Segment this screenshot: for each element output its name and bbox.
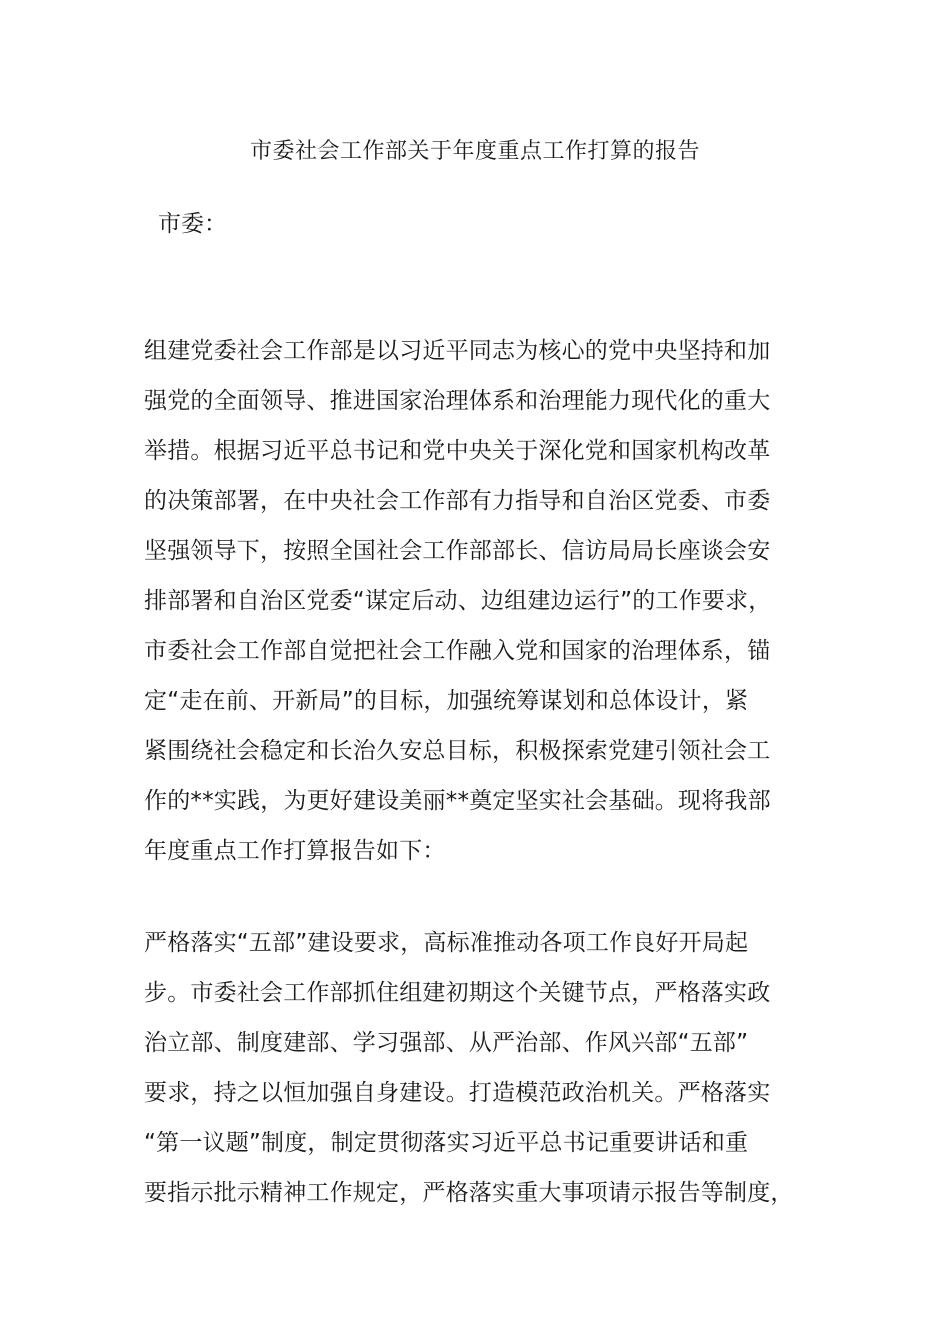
paragraph-line: 举措。根据习近平总书记和党中央关于深化党和国家机构改革 (144, 438, 771, 464)
paragraph-line: 市委社会工作部自觉把社会工作融入党和国家的治理体系，锚 (144, 638, 771, 664)
paragraph-line: 要指示批示精神工作规定，严格落实重大事项请示报告等制度， (144, 1180, 794, 1206)
paragraph-2 (144, 918, 824, 1218)
paragraph-line: “第一议题”制度，制定贯彻落实习近平总书记重要讲话和重 (144, 1130, 749, 1156)
paragraph-line: 治立部、制度建部、学习强部、从严治部、作风兴部“五部” (144, 1030, 749, 1056)
paragraph-line: 年度重点工作打算报告如下： (144, 838, 446, 864)
paragraph-line: 的决策部署，在中央社会工作部有力指导和自治区党委、市委 (144, 488, 771, 514)
paragraph-1 (144, 326, 824, 876)
document-title: 市委社会工作部关于年度重点工作打算的报告 (249, 139, 700, 164)
salutation: 市委： (158, 211, 227, 237)
paragraph-line: 要求，持之以恒加强自身建设。打造模范政治机关。严格落实 (144, 1080, 771, 1106)
paragraph-line: 强党的全面领导、推进国家治理体系和治理能力现代化的重大 (144, 388, 771, 414)
paragraph-line: 步。市委社会工作部抓住组建初期这个关键节点，严格落实政 (144, 980, 771, 1006)
paragraph-line: 紧围绕社会稳定和长治久安总目标，积极探索党建引领社会工 (144, 738, 771, 764)
paragraph-line: 严格落实“五部”建设要求，高标准推动各项工作良好开局起 (144, 930, 749, 956)
paragraph-line: 坚强领导下，按照全国社会工作部部长、信访局局长座谈会安 (144, 538, 771, 564)
paragraph-line: 定“走在前、开新局”的目标，加强统筹谋划和总体设计，紧 (144, 688, 749, 714)
paragraph-line: 组建党委社会工作部是以习近平同志为核心的党中央坚持和加 (144, 338, 771, 364)
paragraph-line: 排部署和自治区党委“谋定后动、边组建边运行”的工作要求， (144, 588, 772, 614)
paragraph-line: 作的**实践，为更好建设美丽**奠定坚实社会基础。现将我部 (144, 788, 771, 814)
